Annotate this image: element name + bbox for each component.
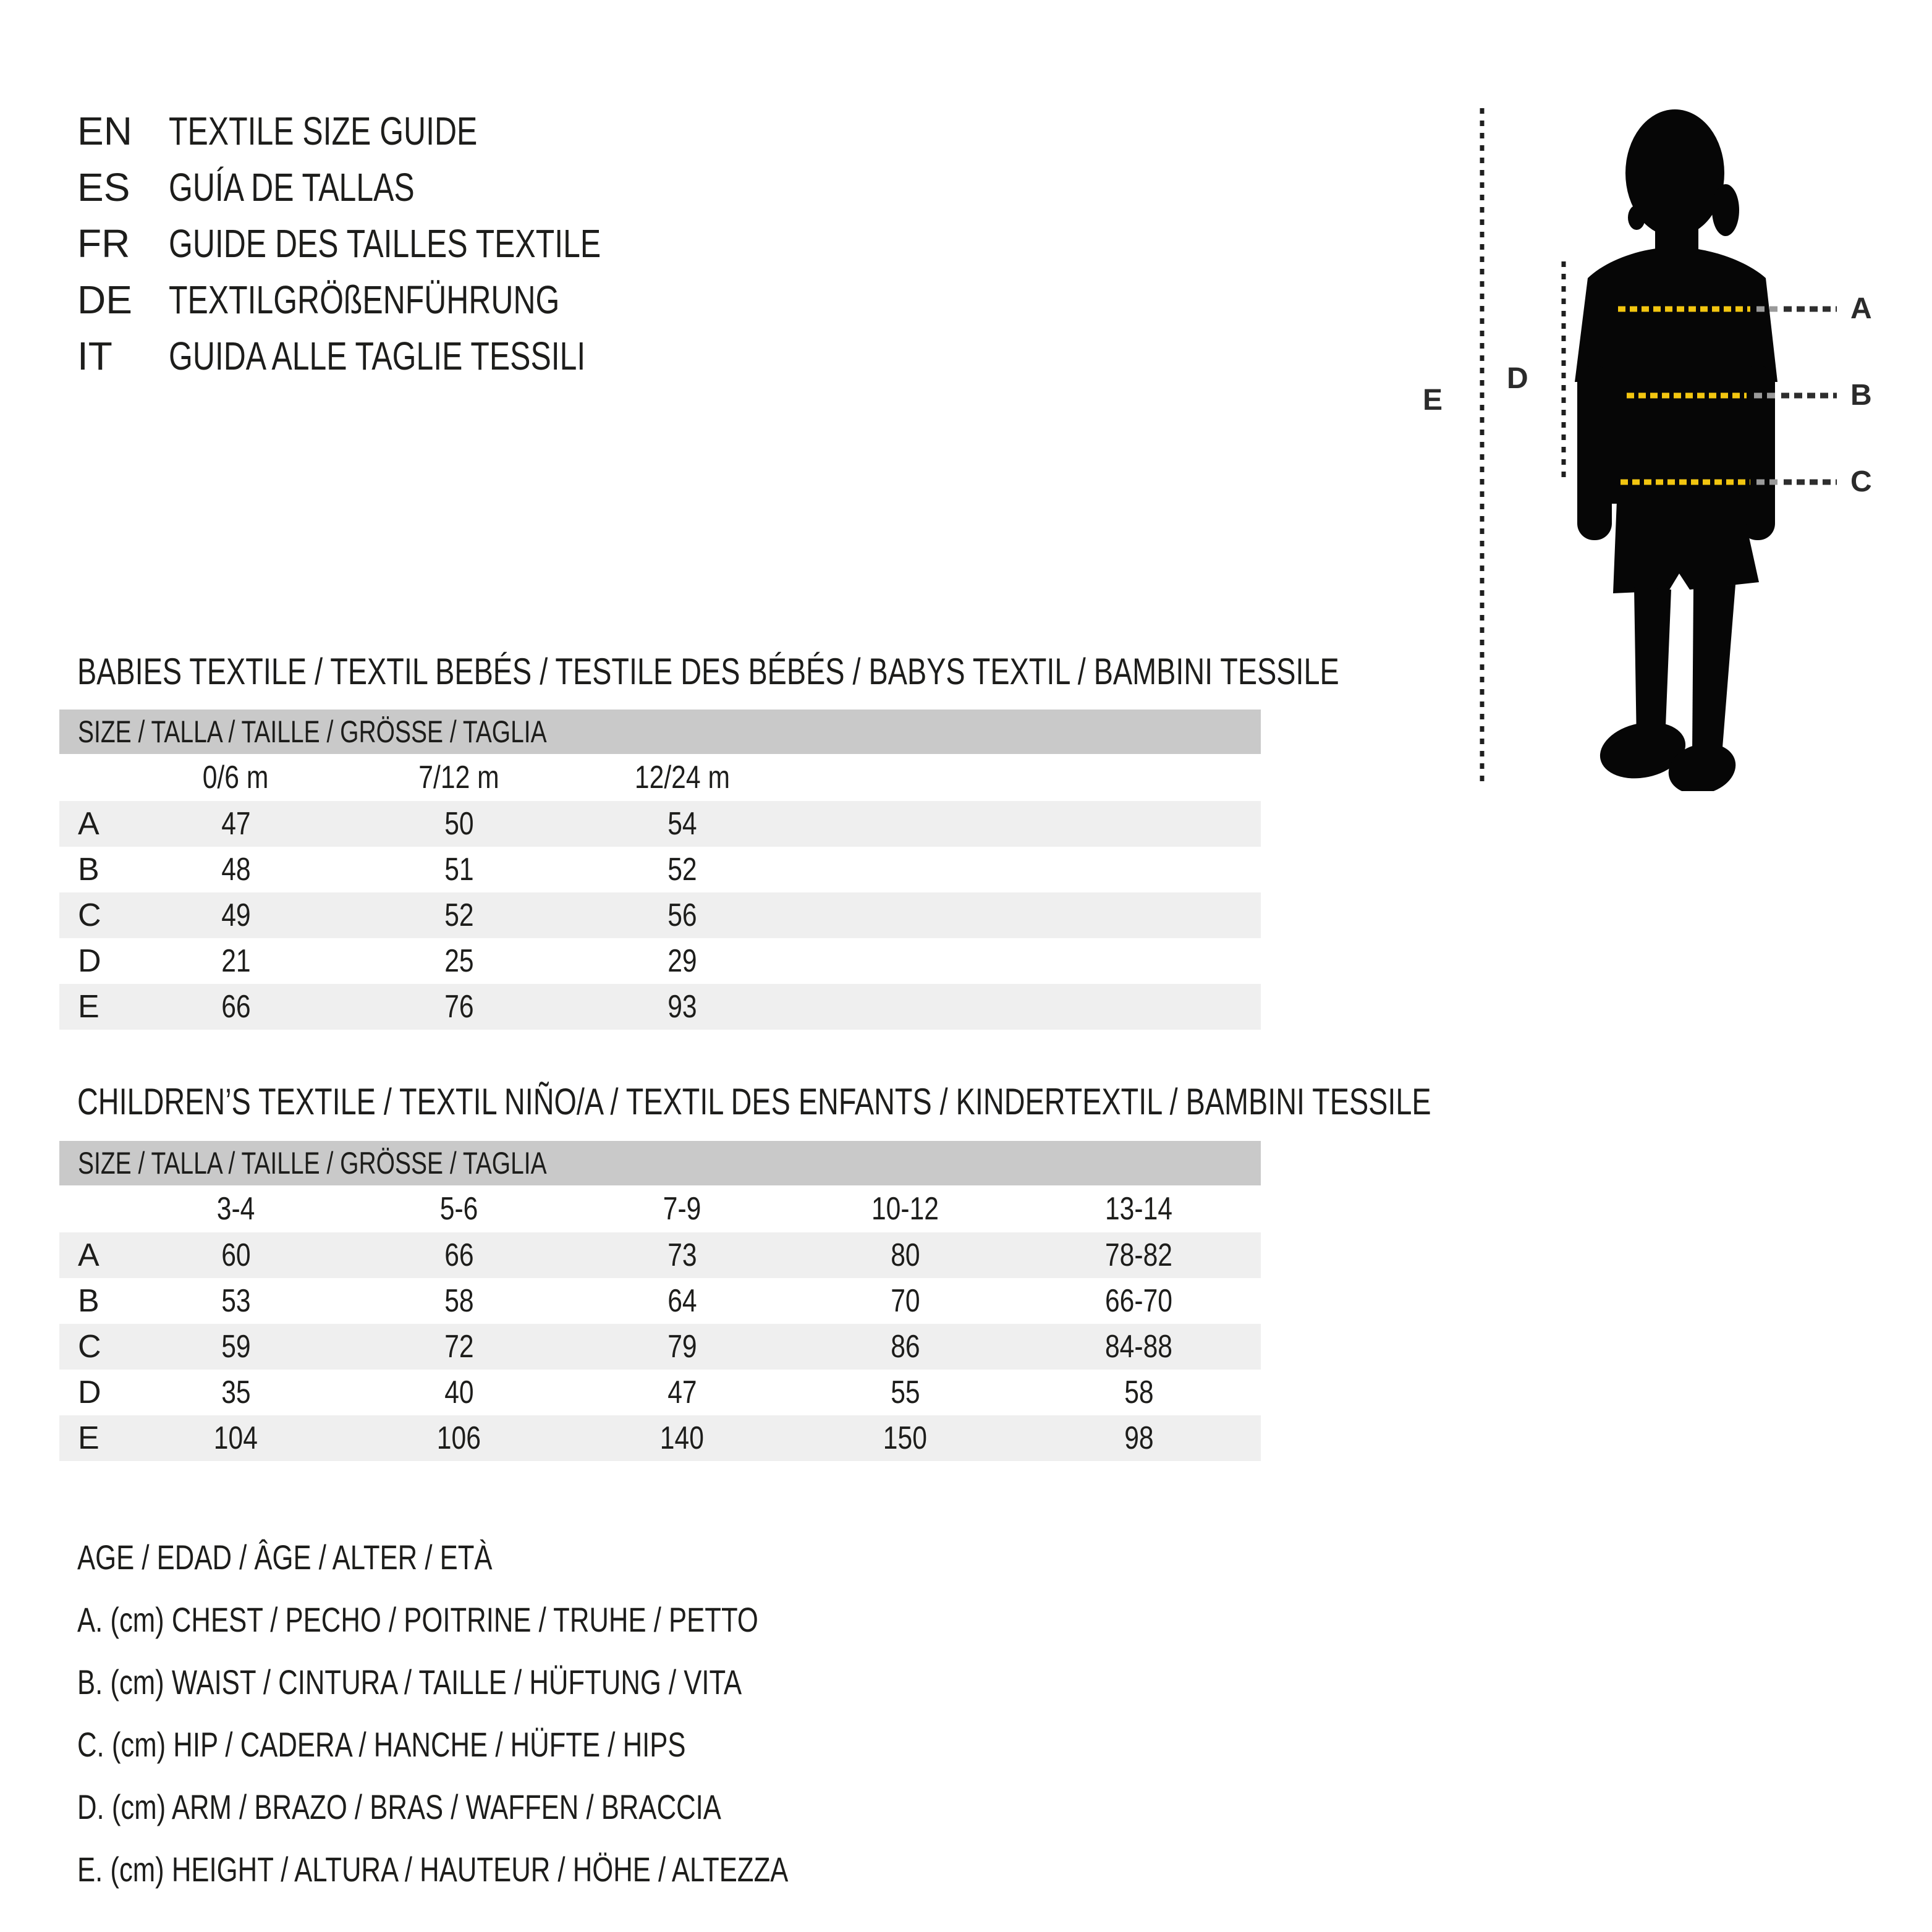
language-code: ES [77,164,130,210]
cell: 47 [667,1375,697,1410]
marker-e-label: E [1423,384,1443,417]
guide-title-en: TEXTILE SIZE GUIDE [169,108,478,153]
children-section-heading [77,1080,1813,1124]
row-label: B [78,852,100,888]
table-row-b [59,847,1261,892]
cell: 66 [221,989,251,1025]
measurement-legend [77,1526,989,1900]
legend-item-arm: D. (cm) ARM / BRAZO / BRAS / WAFFEN / BRACCIA [77,1787,721,1826]
cell: 52 [444,897,474,933]
legend-item-height: E. (cm) HEIGHT / ALTURA / HAUTEUR / HÖHE / ALTEZZA [77,1850,789,1889]
cell: 93 [667,989,697,1025]
cell: 55 [890,1375,920,1410]
cell: 140 [659,1420,705,1456]
table-row-c [59,1324,1261,1370]
cell: 40 [444,1375,474,1410]
children-size-table [59,1141,1261,1461]
cell: 72 [444,1329,474,1365]
table-row-b [59,1278,1261,1324]
cell: 76 [444,989,474,1025]
guide-title-es: GUÍA DE TALLAS [169,164,415,210]
table-row-a [59,801,1261,847]
table-row-a [59,1232,1261,1278]
cell: 66 [444,1237,474,1273]
legend-item-hip: C. (cm) HIP / CADERA / HANCHE / HÜFTE / HIPS [77,1725,686,1764]
cell: 25 [444,943,474,979]
cell: 29 [667,943,697,979]
cell: 73 [667,1237,697,1273]
row-label: E [78,1420,100,1456]
cell: 59 [221,1329,251,1365]
guide-title-de: TEXTILGRÖßENFÜHRUNG [169,277,560,322]
children-size-header-bar [59,1141,1261,1185]
babies-heading-text: BABIES TEXTILE / TEXTIL BEBÉS / TESTILE DES BÉBÉS / BABYS TEXTIL / BAMBINI TESSILE [77,651,1339,692]
column-header: 10-12 [871,1191,939,1227]
cell: 48 [221,852,251,888]
cell: 58 [444,1283,474,1319]
marker-a-label: A [1850,292,1872,325]
babies-size-table [59,710,1261,1030]
cell: 150 [883,1420,928,1456]
legend-item-waist: B. (cm) WAIST / CINTURA / TAILLE / HÜFTUNG / VITA [77,1663,742,1701]
babies-size-header-bar [59,710,1261,754]
marker-b-label: B [1850,379,1872,412]
language-code: DE [77,277,132,322]
cell: 60 [221,1237,251,1273]
table-row-d [59,938,1261,984]
column-header: 5-6 [439,1191,478,1227]
cell: 64 [667,1283,697,1319]
children-heading-text: CHILDREN’S TEXTILE / TEXTIL NIÑO/A / TEXTIL DES ENFANTS / KINDERTEXTIL / BAMBINI TESSILE [77,1081,1431,1122]
language-code: FR [77,221,130,266]
cell: 50 [444,806,474,842]
row-label: D [78,943,101,979]
cell: 86 [890,1329,920,1365]
column-header: 12/24 m [634,760,730,795]
table-row-e [59,984,1261,1030]
cell: 70 [890,1283,920,1319]
cell: 47 [221,806,251,842]
column-header: 7/12 m [418,760,499,795]
cell: 54 [667,806,697,842]
size-header-text: SIZE / TALLA / TAILLE / GRÖSSE / TAGLIA [78,714,547,749]
cell: 49 [221,897,251,933]
language-title-block [77,103,722,384]
children-column-header-row [59,1185,1261,1232]
marker-c-label: C [1850,465,1872,498]
language-row-es [77,159,722,215]
babies-column-header-row [59,754,1261,801]
row-label: C [78,897,101,933]
cell: 58 [1124,1375,1154,1410]
cell: 51 [444,852,474,888]
cell: 56 [667,897,697,933]
cell: 98 [1124,1420,1154,1456]
column-header: 7-9 [663,1191,701,1227]
guide-title-it: GUIDA ALLE TAGLIE TESSILI [169,333,586,378]
language-code: IT [77,333,112,378]
cell: 84-88 [1104,1329,1173,1365]
babies-section-heading [77,650,1695,693]
language-row-fr [77,215,722,271]
row-label: D [78,1375,101,1410]
row-label: A [78,806,100,842]
cell: 53 [221,1283,251,1319]
cell: 79 [667,1329,697,1365]
cell: 104 [213,1420,258,1456]
marker-d-label: D [1507,362,1528,395]
table-row-c [59,892,1261,938]
legend-age-line: AGE / EDAD / ÂGE / ALTER / ETÀ [77,1538,493,1577]
row-label: B [78,1283,100,1319]
column-header: 13-14 [1104,1191,1173,1227]
table-row-d [59,1370,1261,1415]
row-label: E [78,989,100,1025]
language-code: EN [77,108,132,153]
legend-item-chest: A. (cm) CHEST / PECHO / POITRINE / TRUHE / PETTO [77,1600,758,1639]
column-header: 0/6 m [203,760,269,795]
cell: 78-82 [1104,1237,1173,1273]
row-label: A [78,1237,100,1273]
language-row-en [77,103,722,159]
size-header-text: SIZE / TALLA / TAILLE / GRÖSSE / TAGLIA [78,1146,547,1180]
language-row-it [77,328,722,384]
column-header: 3-4 [216,1191,255,1227]
guide-title-fr: GUIDE DES TAILLES TEXTILE [169,221,601,266]
cell: 35 [221,1375,251,1410]
table-row-e [59,1415,1261,1461]
cell: 52 [667,852,697,888]
cell: 80 [890,1237,920,1273]
cell: 21 [221,943,251,979]
language-row-de [77,271,722,328]
cell: 66-70 [1104,1283,1173,1319]
cell: 106 [436,1420,481,1456]
row-label: C [78,1329,101,1365]
